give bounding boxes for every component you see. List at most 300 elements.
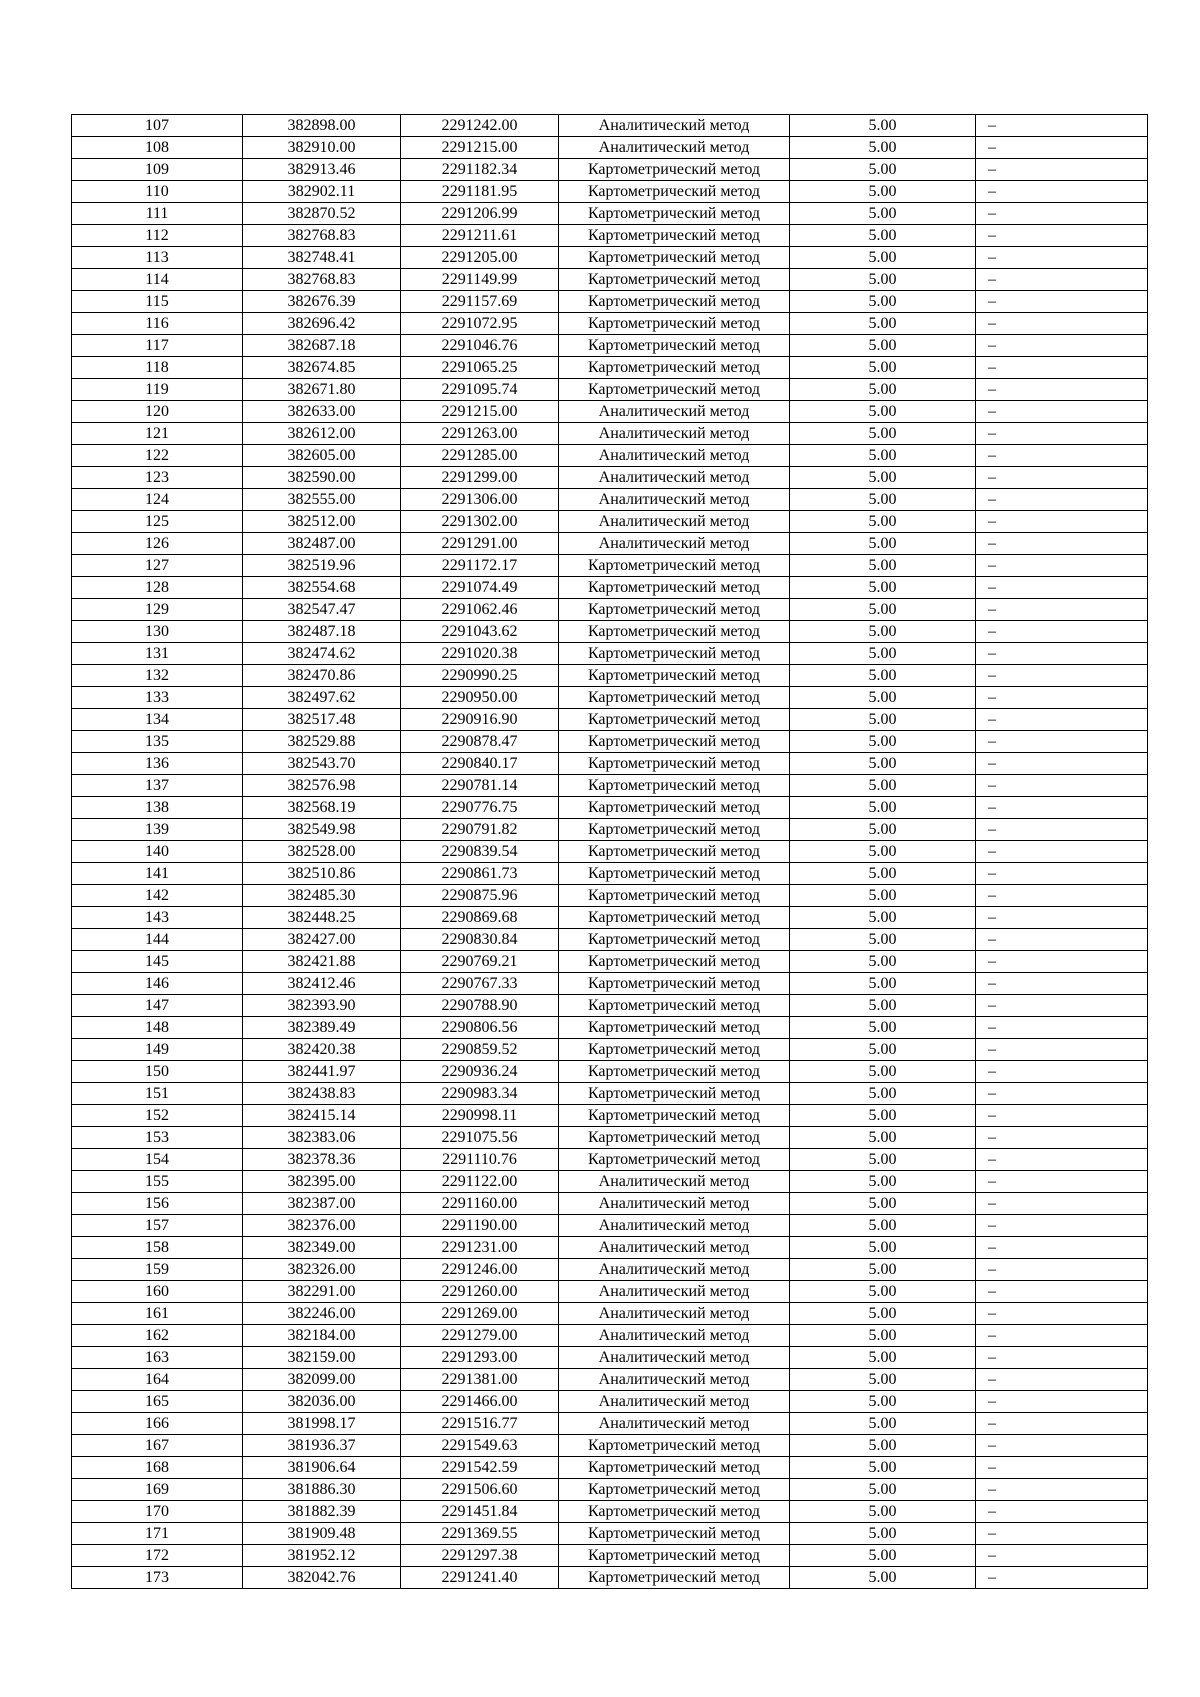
cell-method: Картометрический метод [559,709,790,731]
cell-coord-x: 381886.30 [243,1479,401,1501]
table-row [72,885,1148,907]
cell-point-number: 114 [72,269,243,291]
cell-point-number: 156 [72,1193,243,1215]
cell-method: Картометрический метод [559,1105,790,1127]
cell-accuracy-desc: – [976,1017,1148,1039]
cell-point-number: 171 [72,1523,243,1545]
cell-point-number: 116 [72,313,243,335]
cell-method: Картометрический метод [559,1545,790,1567]
cell-accuracy: 5.00 [790,929,976,951]
cell-point-number: 118 [72,357,243,379]
cell-accuracy-desc: – [976,643,1148,665]
cell-coord-x: 382395.00 [243,1171,401,1193]
cell-coord-y: 2291215.00 [401,137,559,159]
cell-accuracy: 5.00 [790,995,976,1017]
cell-coord-x: 382768.83 [243,269,401,291]
cell-point-number: 169 [72,1479,243,1501]
cell-accuracy: 5.00 [790,1281,976,1303]
cell-method: Картометрический метод [559,1083,790,1105]
cell-method: Картометрический метод [559,1523,790,1545]
cell-accuracy-desc: – [976,951,1148,973]
table-row [72,951,1148,973]
cell-point-number: 107 [72,115,243,137]
cell-method: Аналитический метод [559,1391,790,1413]
table-row [72,335,1148,357]
cell-point-number: 161 [72,1303,243,1325]
cell-accuracy-desc: – [976,379,1148,401]
cell-point-number: 111 [72,203,243,225]
cell-accuracy: 5.00 [790,709,976,731]
cell-coord-x: 382099.00 [243,1369,401,1391]
table-row [72,1237,1148,1259]
table-row [72,511,1148,533]
cell-method: Аналитический метод [559,511,790,533]
cell-coord-x: 382547.47 [243,599,401,621]
cell-coord-y: 2291260.00 [401,1281,559,1303]
cell-accuracy: 5.00 [790,247,976,269]
cell-point-number: 117 [72,335,243,357]
cell-accuracy-desc: – [976,137,1148,159]
cell-coord-x: 382676.39 [243,291,401,313]
cell-coord-x: 382393.90 [243,995,401,1017]
cell-accuracy: 5.00 [790,1061,976,1083]
cell-coord-y: 2291542.59 [401,1457,559,1479]
cell-point-number: 115 [72,291,243,313]
cell-coord-y: 2291369.55 [401,1523,559,1545]
cell-coord-y: 2290861.73 [401,863,559,885]
cell-method: Аналитический метод [559,1369,790,1391]
table-row [72,291,1148,313]
cell-accuracy-desc: – [976,665,1148,687]
cell-accuracy-desc: – [976,775,1148,797]
cell-method: Картометрический метод [559,1061,790,1083]
cell-point-number: 113 [72,247,243,269]
cell-accuracy-desc: – [976,247,1148,269]
cell-coord-x: 382543.70 [243,753,401,775]
table-row [72,555,1148,577]
cell-method: Картометрический метод [559,819,790,841]
cell-method: Картометрический метод [559,995,790,1017]
cell-coord-y: 2291190.00 [401,1215,559,1237]
cell-accuracy-desc: – [976,753,1148,775]
cell-method: Картометрический метод [559,753,790,775]
cell-coord-y: 2291246.00 [401,1259,559,1281]
cell-accuracy: 5.00 [790,1017,976,1039]
cell-accuracy-desc: – [976,1281,1148,1303]
table-row [72,665,1148,687]
cell-method: Картометрический метод [559,225,790,247]
cell-accuracy: 5.00 [790,423,976,445]
cell-coord-y: 2291075.56 [401,1127,559,1149]
cell-coord-y: 2291279.00 [401,1325,559,1347]
table-row [72,1039,1148,1061]
table-row [72,687,1148,709]
table-row [72,1193,1148,1215]
table-row [72,1545,1148,1567]
cell-coord-x: 382748.41 [243,247,401,269]
cell-accuracy-desc: – [976,555,1148,577]
cell-accuracy: 5.00 [790,599,976,621]
cell-accuracy-desc: – [976,1215,1148,1237]
cell-point-number: 133 [72,687,243,709]
cell-coord-y: 2291241.40 [401,1567,559,1589]
cell-coord-x: 382389.49 [243,1017,401,1039]
cell-point-number: 143 [72,907,243,929]
cell-coord-x: 382487.18 [243,621,401,643]
cell-coord-y: 2291297.38 [401,1545,559,1567]
cell-accuracy-desc: – [976,1501,1148,1523]
cell-coord-y: 2291549.63 [401,1435,559,1457]
cell-coord-y: 2291181.95 [401,181,559,203]
cell-accuracy-desc: – [976,1413,1148,1435]
cell-coord-y: 2290990.25 [401,665,559,687]
cell-method: Картометрический метод [559,577,790,599]
cell-coord-y: 2291172.17 [401,555,559,577]
cell-accuracy-desc: – [976,423,1148,445]
cell-accuracy: 5.00 [790,313,976,335]
cell-coord-y: 2291065.25 [401,357,559,379]
table-row [72,643,1148,665]
cell-point-number: 149 [72,1039,243,1061]
cell-method: Картометрический метод [559,951,790,973]
table-row [72,1215,1148,1237]
cell-point-number: 145 [72,951,243,973]
cell-accuracy-desc: – [976,401,1148,423]
cell-coord-x: 382184.00 [243,1325,401,1347]
cell-point-number: 123 [72,467,243,489]
cell-point-number: 142 [72,885,243,907]
cell-method: Картометрический метод [559,335,790,357]
cell-coord-y: 2290875.96 [401,885,559,907]
cell-coord-x: 382470.86 [243,665,401,687]
cell-accuracy: 5.00 [790,885,976,907]
cell-accuracy-desc: – [976,863,1148,885]
cell-coord-y: 2291211.61 [401,225,559,247]
cell-accuracy: 5.00 [790,1215,976,1237]
cell-coord-y: 2290769.21 [401,951,559,973]
table-row [72,445,1148,467]
cell-method: Картометрический метод [559,621,790,643]
cell-accuracy: 5.00 [790,401,976,423]
table-row [72,1149,1148,1171]
cell-method: Картометрический метод [559,1457,790,1479]
cell-point-number: 137 [72,775,243,797]
cell-coord-x: 382159.00 [243,1347,401,1369]
cell-coord-y: 2290859.52 [401,1039,559,1061]
cell-point-number: 157 [72,1215,243,1237]
table-row [72,1347,1148,1369]
table-row [72,423,1148,445]
cell-coord-y: 2291110.76 [401,1149,559,1171]
cell-point-number: 129 [72,599,243,621]
cell-accuracy: 5.00 [790,687,976,709]
table-row [72,313,1148,335]
cell-method: Картометрический метод [559,247,790,269]
cell-coord-y: 2290788.90 [401,995,559,1017]
table-row [72,1061,1148,1083]
cell-point-number: 122 [72,445,243,467]
cell-coord-x: 382474.62 [243,643,401,665]
table-row [72,247,1148,269]
table-row [72,907,1148,929]
cell-coord-y: 2291043.62 [401,621,559,643]
cell-accuracy: 5.00 [790,665,976,687]
cell-accuracy-desc: – [976,1039,1148,1061]
cell-method: Картометрический метод [559,1149,790,1171]
cell-coord-y: 2291302.00 [401,511,559,533]
cell-point-number: 119 [72,379,243,401]
cell-coord-y: 2290983.34 [401,1083,559,1105]
cell-method: Картометрический метод [559,885,790,907]
cell-method: Картометрический метод [559,687,790,709]
cell-accuracy-desc: – [976,577,1148,599]
cell-coord-y: 2290830.84 [401,929,559,951]
cell-accuracy: 5.00 [790,335,976,357]
cell-coord-x: 382510.86 [243,863,401,885]
cell-accuracy: 5.00 [790,445,976,467]
cell-method: Картометрический метод [559,973,790,995]
cell-coord-y: 2291205.00 [401,247,559,269]
cell-point-number: 152 [72,1105,243,1127]
cell-accuracy: 5.00 [790,291,976,313]
table-row [72,357,1148,379]
table-row [72,1413,1148,1435]
table-row [72,137,1148,159]
cell-coord-y: 2291157.69 [401,291,559,313]
cell-coord-x: 382448.25 [243,907,401,929]
cell-accuracy-desc: – [976,1237,1148,1259]
cell-accuracy: 5.00 [790,269,976,291]
cell-accuracy-desc: – [976,225,1148,247]
cell-coord-x: 382902.11 [243,181,401,203]
cell-point-number: 134 [72,709,243,731]
cell-coord-x: 382497.62 [243,687,401,709]
table-row [72,995,1148,1017]
table-row [72,973,1148,995]
cell-accuracy-desc: – [976,489,1148,511]
cell-method: Картометрический метод [559,643,790,665]
cell-coord-y: 2291231.00 [401,1237,559,1259]
table-row [72,203,1148,225]
cell-coord-x: 382519.96 [243,555,401,577]
cell-coord-x: 382349.00 [243,1237,401,1259]
cell-accuracy: 5.00 [790,973,976,995]
cell-point-number: 136 [72,753,243,775]
cell-point-number: 168 [72,1457,243,1479]
cell-point-number: 151 [72,1083,243,1105]
cell-accuracy: 5.00 [790,159,976,181]
cell-accuracy: 5.00 [790,1369,976,1391]
cell-coord-x: 382768.83 [243,225,401,247]
table-row [72,467,1148,489]
cell-coord-x: 382376.00 [243,1215,401,1237]
cell-method: Аналитический метод [559,445,790,467]
cell-coord-x: 382671.80 [243,379,401,401]
table-row [72,379,1148,401]
cell-accuracy-desc: – [976,1523,1148,1545]
cell-accuracy-desc: – [976,357,1148,379]
cell-coord-y: 2291074.49 [401,577,559,599]
cell-method: Картометрический метод [559,665,790,687]
cell-coord-y: 2291046.76 [401,335,559,357]
table-row [72,731,1148,753]
cell-point-number: 172 [72,1545,243,1567]
table-row [72,1325,1148,1347]
cell-point-number: 153 [72,1127,243,1149]
cell-accuracy: 5.00 [790,753,976,775]
cell-accuracy-desc: – [976,511,1148,533]
table-row [72,929,1148,951]
cell-accuracy: 5.00 [790,1105,976,1127]
cell-point-number: 125 [72,511,243,533]
cell-method: Аналитический метод [559,1171,790,1193]
cell-accuracy-desc: – [976,467,1148,489]
table-row [72,1479,1148,1501]
cell-coord-x: 382612.00 [243,423,401,445]
cell-point-number: 128 [72,577,243,599]
table-row [72,1501,1148,1523]
cell-point-number: 166 [72,1413,243,1435]
cell-point-number: 164 [72,1369,243,1391]
cell-point-number: 132 [72,665,243,687]
table-row [72,599,1148,621]
cell-point-number: 141 [72,863,243,885]
cell-accuracy-desc: – [976,1061,1148,1083]
cell-method: Картометрический метод [559,1479,790,1501]
cell-point-number: 165 [72,1391,243,1413]
cell-accuracy-desc: – [976,335,1148,357]
cell-coord-x: 382590.00 [243,467,401,489]
cell-coord-x: 382528.00 [243,841,401,863]
cell-coord-y: 2290878.47 [401,731,559,753]
cell-point-number: 158 [72,1237,243,1259]
cell-coord-y: 2290839.54 [401,841,559,863]
cell-accuracy: 5.00 [790,489,976,511]
cell-coord-y: 2290767.33 [401,973,559,995]
cell-point-number: 154 [72,1149,243,1171]
table-row [72,863,1148,885]
cell-method: Аналитический метод [559,115,790,137]
cell-accuracy-desc: – [976,1127,1148,1149]
cell-method: Аналитический метод [559,1193,790,1215]
cell-accuracy: 5.00 [790,203,976,225]
cell-accuracy-desc: – [976,269,1148,291]
table-row [72,1083,1148,1105]
table-row [72,1171,1148,1193]
cell-accuracy: 5.00 [790,1149,976,1171]
cell-accuracy: 5.00 [790,907,976,929]
cell-accuracy: 5.00 [790,1193,976,1215]
table-row [72,841,1148,863]
cell-coord-x: 382576.98 [243,775,401,797]
cell-coord-x: 382438.83 [243,1083,401,1105]
cell-coord-x: 382512.00 [243,511,401,533]
cell-coord-y: 2290806.56 [401,1017,559,1039]
table-row [72,225,1148,247]
cell-accuracy-desc: – [976,1083,1148,1105]
cell-accuracy-desc: – [976,1479,1148,1501]
cell-method: Аналитический метод [559,137,790,159]
cell-coord-x: 382605.00 [243,445,401,467]
cell-method: Картометрический метод [559,159,790,181]
table-row [72,1259,1148,1281]
cell-accuracy-desc: – [976,203,1148,225]
cell-accuracy-desc: – [976,1171,1148,1193]
cell-accuracy-desc: – [976,621,1148,643]
cell-coord-y: 2291072.95 [401,313,559,335]
cell-accuracy: 5.00 [790,1325,976,1347]
cell-method: Картометрический метод [559,203,790,225]
cell-coord-x: 382549.98 [243,819,401,841]
cell-method: Картометрический метод [559,775,790,797]
cell-accuracy: 5.00 [790,555,976,577]
cell-point-number: 150 [72,1061,243,1083]
cell-accuracy: 5.00 [790,137,976,159]
table-row [72,1281,1148,1303]
cell-method: Картометрический метод [559,313,790,335]
table-row [72,489,1148,511]
cell-coord-y: 2291291.00 [401,533,559,555]
cell-coord-x: 381882.39 [243,1501,401,1523]
cell-coord-x: 382487.00 [243,533,401,555]
cell-method: Аналитический метод [559,533,790,555]
cell-coord-x: 382036.00 [243,1391,401,1413]
cell-coord-y: 2291149.99 [401,269,559,291]
cell-point-number: 155 [72,1171,243,1193]
cell-coord-y: 2291215.00 [401,401,559,423]
cell-point-number: 124 [72,489,243,511]
cell-accuracy: 5.00 [790,511,976,533]
cell-method: Аналитический метод [559,489,790,511]
cell-accuracy-desc: – [976,1105,1148,1127]
cell-method: Аналитический метод [559,401,790,423]
cell-method: Аналитический метод [559,467,790,489]
cell-accuracy-desc: – [976,885,1148,907]
cell-accuracy: 5.00 [790,1347,976,1369]
cell-method: Картометрический метод [559,555,790,577]
cell-coord-y: 2290781.14 [401,775,559,797]
cell-accuracy-desc: – [976,1457,1148,1479]
cell-accuracy-desc: – [976,181,1148,203]
coordinates-table [71,114,1148,1589]
cell-accuracy-desc: – [976,313,1148,335]
cell-coord-x: 382420.38 [243,1039,401,1061]
cell-method: Картометрический метод [559,291,790,313]
cell-coord-x: 382687.18 [243,335,401,357]
cell-coord-x: 382913.46 [243,159,401,181]
cell-coord-x: 382898.00 [243,115,401,137]
cell-coord-x: 381909.48 [243,1523,401,1545]
cell-method: Картометрический метод [559,929,790,951]
cell-method: Аналитический метод [559,423,790,445]
cell-accuracy: 5.00 [790,1501,976,1523]
cell-accuracy-desc: – [976,687,1148,709]
cell-accuracy: 5.00 [790,731,976,753]
cell-method: Картометрический метод [559,907,790,929]
cell-coord-y: 2291451.84 [401,1501,559,1523]
cell-coord-x: 382633.00 [243,401,401,423]
cell-coord-x: 382870.52 [243,203,401,225]
cell-accuracy: 5.00 [790,863,976,885]
cell-coord-y: 2291285.00 [401,445,559,467]
cell-accuracy-desc: – [976,159,1148,181]
cell-coord-y: 2291062.46 [401,599,559,621]
cell-point-number: 131 [72,643,243,665]
cell-accuracy-desc: – [976,533,1148,555]
cell-accuracy: 5.00 [790,1127,976,1149]
cell-method: Картометрический метод [559,797,790,819]
cell-accuracy-desc: – [976,1259,1148,1281]
